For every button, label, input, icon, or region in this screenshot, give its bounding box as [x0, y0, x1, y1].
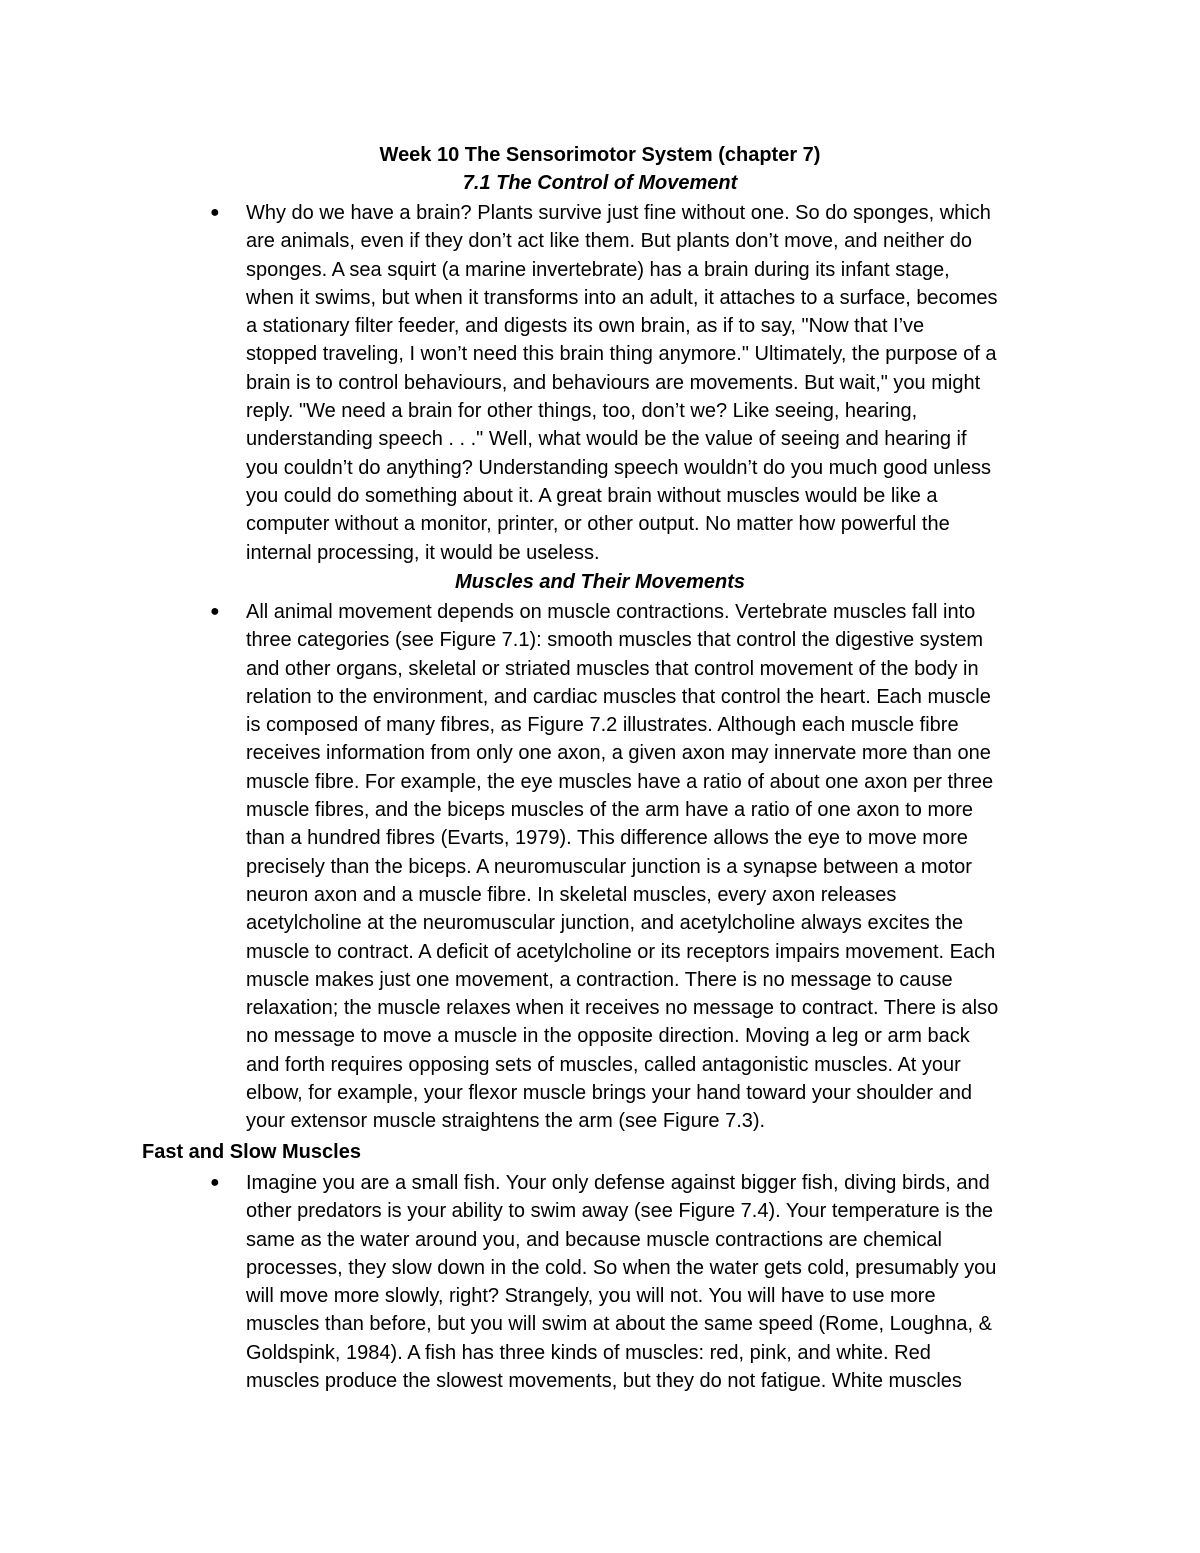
text-line: and other organs, skeletal or striated muscles that control movement of the body in — [246, 657, 979, 680]
text-line: neuron axon and a muscle fibre. In skeletal muscles, every axon releases — [246, 883, 897, 906]
text-line: when it swims, but when it transforms into an adult, it attaches to a surface, becomes — [246, 286, 998, 309]
text-line: you could do something about it. A great brain without muscles would be like a — [246, 484, 938, 507]
text-line: All animal movement depends on muscle contractions. Vertebrate muscles fall into — [246, 601, 976, 623]
bullet-icon: ● — [210, 603, 220, 620]
text-line: muscle to contract. A deficit of acetylcholine or its receptors impairs movement. Each — [246, 940, 996, 963]
paragraph-text — [246, 1169, 1076, 1395]
text-line: same as the water around you, and because muscle contractions are chemical — [246, 1228, 942, 1251]
text-line: no message to move a muscle in the opposite direction. Moving a leg or arm back — [246, 1025, 970, 1048]
text-line: three categories (see Figure 7.1): smooth muscles that control the digestive system — [246, 629, 984, 652]
text-line: sponges. A sea squirt (a marine invertebrate) has a brain during its infant stage, — [246, 258, 950, 281]
bullet-icon: ● — [210, 1174, 220, 1191]
text-line: stopped traveling, I won’t need this brain thing anymore." Ultimately, the purpose of a — [246, 343, 997, 366]
text-line: muscle fibres, and the biceps muscles of the arm have a ratio of one axon to more — [246, 799, 974, 822]
text-line: muscle fibre. For example, the eye muscles have a ratio of about one axon per three — [246, 770, 994, 793]
text-line: internal processing, it would be useless. — [246, 541, 600, 564]
text-line: Goldspink, 1984). A fish has three kinds of muscles: red, pink, and white. Red — [246, 1341, 931, 1364]
text-line: acetylcholine at the neuromuscular junction, and acetylcholine always excites the — [246, 912, 964, 935]
text-line: processes, they slow down in the cold. So when the water gets cold, presumably you — [246, 1256, 997, 1279]
text-line: is composed of many fibres, as Figure 7.2 illustrates. Although each muscle fibre — [246, 714, 959, 737]
text-line: brain is to control behaviours, and behaviours are movements. But wait," you might — [246, 371, 981, 394]
subheading-muscles: Muscles and Their Movements — [454, 571, 746, 593]
text-line: relaxation; the muscle relaxes when it receives no message to contract. There is also — [246, 997, 999, 1020]
text-line: muscles produce the slowest movements, but they do not fatigue. White muscles — [246, 1370, 962, 1393]
text-line: computer without a monitor, printer, or other output. No matter how powerful the — [246, 513, 950, 536]
text-line: reply. "We need a brain for other things, too, don’t we? Like seeing, hearing, — [246, 400, 918, 423]
text-line: muscle makes just one movement, a contraction. There is no message to cause — [246, 968, 953, 991]
text-line: muscles than before, but you will swim at about the same speed (Rome, Loughna, & — [246, 1313, 992, 1336]
section-title: 7.1 The Control of Movement — [462, 172, 738, 194]
text-line: you couldn’t do anything? Understanding speech wouldn’t do you much good unless — [246, 456, 991, 479]
text-line: Imagine you are a small fish. Your only defense against bigger fish, diving birds, and — [246, 1172, 990, 1194]
text-line: Why do we have a brain? Plants survive just fine without one. So do sponges, which — [246, 202, 991, 224]
text-line: other predators is your ability to swim away (see Figure 7.4). Your temperature is the — [246, 1200, 994, 1223]
text-line: are animals, even if they don’t act like them. But plants don’t move, and neither do — [246, 230, 972, 253]
text-line: receives information from only one axon, a given axon may innervate more than one — [246, 742, 991, 765]
text-line: precisely than the biceps. A neuromuscular junction is a synapse between a motor — [246, 855, 972, 878]
paragraph-text — [246, 199, 1076, 567]
text-line: than a hundred fibres (Evarts, 1979). This difference allows the eye to move more — [246, 827, 968, 850]
text-line: will move more slowly, right? Strangely, you will not. You will have to use more — [246, 1285, 936, 1308]
side-heading-fast-slow: Fast and Slow Muscles — [142, 1141, 361, 1163]
page-title: Week 10 The Sensorimotor System (chapter 7) — [379, 144, 821, 166]
text-line: your extensor muscle straightens the arm (see Figure 7.3). — [246, 1110, 766, 1133]
text-line: elbow, for example, your flexor muscle brings your hand toward your shoulder and — [246, 1082, 972, 1105]
text-line: and forth requires opposing sets of muscles, called antagonistic muscles. At your — [246, 1053, 961, 1076]
text-line: relation to the environment, and cardiac muscles that control the heart. Each muscle — [246, 685, 991, 708]
text-line: a stationary filter feeder, and digests its own brain, as if to say, "Now that I’ve — [246, 315, 925, 338]
bullet-icon: ● — [210, 204, 220, 221]
paragraph-text — [246, 598, 1076, 1136]
text-line: understanding speech . . ." Well, what would be the value of seeing and hearing if — [246, 428, 967, 451]
